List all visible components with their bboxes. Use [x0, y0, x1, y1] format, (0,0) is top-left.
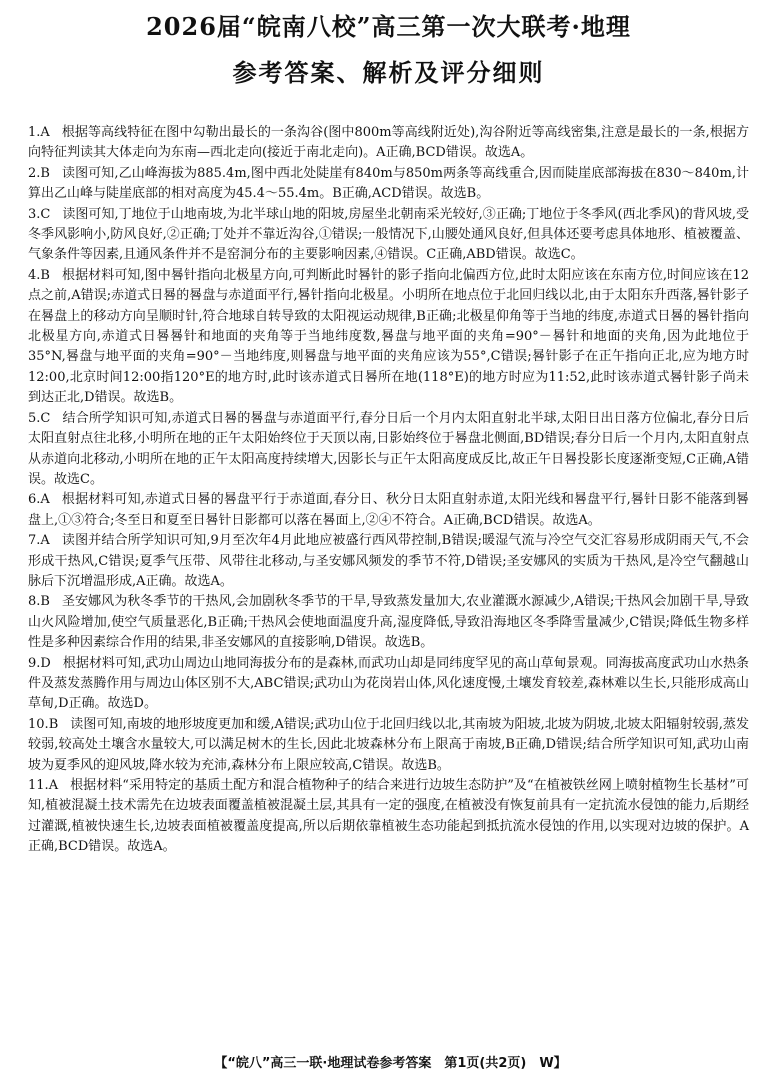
- page-footer: 【“皖八”高三一联·地理试卷参考答案 第1页(共2页) W】: [214, 1056, 567, 1071]
- item-explanation: 读图可知,丁地位于山地南坡,为北半球山地的阳坡,房屋坐北朝南采光较好,③正确;丁地位于冬季风(西北季风)的背风坡,受冬季风影响小,防风良好,②正确;丁处并不靠近沟谷,①错误;一般情况下,山腰处通风良好,但具体还要考虑具体地形、植被覆盖、气象条件等因素,且通风条件并不是窑洞分布的主要影响因素,④错误。C正确,ABD错误。故选C。: [28, 206, 749, 263]
- answer-item-9: [28, 654, 749, 715]
- item-answer: C: [40, 410, 51, 426]
- answer-item-2: [28, 164, 749, 205]
- item-number: 2.: [28, 165, 41, 181]
- item-answer: A: [40, 533, 50, 549]
- item-answer: B: [40, 594, 50, 610]
- item-number: 8.: [28, 594, 41, 610]
- answer-item-11: [28, 776, 749, 858]
- item-answer: C: [40, 206, 51, 222]
- item-answer: B: [40, 165, 50, 181]
- item-number: 5.: [28, 410, 41, 426]
- answer-item-5: [28, 409, 749, 491]
- item-answer: A: [40, 125, 50, 140]
- item-number: 4.: [28, 267, 41, 283]
- item-explanation: 读图可知,南坡的地形坡度更加和缓,A错误;武功山位于北回归线以北,其南坡为阳坡,北坡为阴坡,北坡太阳辐射较弱,蒸发较弱,较高处土壤含水量较大,可以满足树木的生长,因此北坡森林分布上限高于南坡,B正确,D错误;结合所学知识可知,武功山南坡为夏季风的迎风坡,降水较为充沛,森林分布上限应较高,C错误。故选B。: [28, 716, 749, 773]
- item-number: 7.: [28, 533, 41, 549]
- item-answer: A: [40, 492, 50, 508]
- answer-item-10: [28, 715, 749, 776]
- item-number: 11.: [28, 778, 49, 793]
- item-explanation: 根据材料可知,图中晷针指向北极星方向,可判断此时晷针的影子指向北偏西方位,此时太阳应该在东南方位,时间应该在12点之前,A错误;赤道式日晷的晷盘与赤道面平行,晷针指向北极星。小明所在地点位于北回归线以北,由于太阳东升西落,晷针影子在晷盘上的移动方向呈顺时针,符合地球自转导致的太阳视运动规律,B正确;北极星仰角等于当地的纬度,赤道式日晷的晷针指向北极星方向,赤道式日晷晷针和地面的夹角等于当地纬度数,晷盘与地平面的夹角=90°－晷针和地面的夹角,因为此地位于35°N,晷盘与地平面的夹角=90°－当地纬度,则晷盘与地平面的夹角应该为55°,C错误;晷针影子在正午指向正北,应为地方时12:00,北京时间12:00指120°E的地方时,此时该赤道式日晷所在地(118°E)的地方时应为11:52,此时该赤道式晷针影子尚未到达正北,D错误。故选B。: [28, 267, 749, 406]
- document-subtitle: 参考答案、解析及评分细则: [232, 58, 545, 87]
- answer-item-8: [28, 592, 749, 653]
- item-number: 6.: [28, 492, 41, 508]
- item-explanation: 根据材料“采用特定的基质土配方和混合植物种子的结合来进行边坡生态防护”及“在植被铁丝网上喷射植物生长基材”可知,植被混凝土技术需先在边坡表面覆盖植被混凝土层,其具有一定的强度,在植被没有恢复前具有一定抗流水侵蚀的能力,后期经过灌溉,植被快速生长,边坡表面植被覆盖度提高,所以后期依靠植被生态功能起到抵抗流水侵蚀的作用,以实现对边坡的保护。A正确,BCD错误。故选A。: [28, 778, 749, 855]
- answer-item-3: [28, 205, 749, 266]
- item-explanation: 结合所学知识可知,赤道式日晷的晷盘与赤道面平行,春分日后一个月内太阳直射北半球,太阳日出日落方位偏北,春分日后太阳直射点往北移,小明所在地的正午太阳始终位于天顶以南,日影始终位于晷盘北侧面,BD错误;春分日后一个月内,太阳直射点从赤道向北移动,小明所在地的正午太阳高度持续增大,因影长与正午太阳高度成反比,故正午日晷投影长度逐渐变短,C正确,A错误。故选C。: [28, 410, 749, 487]
- document-title: 2026届“皖南八校”高三第一次大联考·地理: [146, 12, 631, 41]
- item-explanation: 根据等高线特征在图中勾勒出最长的一条沟谷(图中800m等高线附近处),沟谷附近等高线密集,注意是最长的一条,根据方向特征判读其大体走向为东南—西北走向(接近于南北走向)。A正确,BCD错误。故选A。: [28, 125, 749, 161]
- item-answer: B: [40, 267, 50, 283]
- item-explanation: 读图并结合所学知识可知,9月至次年4月此地应被盛行西风带控制,B错误;暖湿气流与冷空气交汇容易形成阴雨天气,不会形成干热风,C错误;夏季气压带、风带往北移动,与圣安娜风频发的季节不符,D错误;圣安娜风的实质为干热风,是冷空气翻越山脉后下沉增温形成,A正确。故选A。: [28, 533, 749, 589]
- answer-item-7: [28, 531, 749, 592]
- item-number: 3.: [28, 206, 41, 222]
- item-explanation: 根据材料可知,赤道式日晷的晷盘平行于赤道面,春分日、秋分日太阳直射赤道,太阳光线和晷盘平行,晷针日影不能落到晷盘上,①③符合;冬至日和夏至日晷针日影都可以落在晷面上,②④不符合。A正确,BCD错误。故选A。: [28, 492, 749, 528]
- answer-item-1: [28, 123, 749, 164]
- item-number: 1.: [28, 125, 41, 140]
- item-number: 10.: [28, 716, 49, 732]
- answer-list: [28, 123, 749, 858]
- item-explanation: 圣安娜风为秋冬季节的干热风,会加剧秋冬季节的干旱,导致蒸发量加大,农业灌溉水源减少,A错误;干热风会加剧干旱,导致山火风险增加,使空气质量恶化,B正确;干热风会使地面温度升高,湿度降低,导致沿海地区冬季降雪量减少,C错误;降低生物多样性是多种因素综合作用的结果,非圣安娜风的直接影响,D错误。故选B。: [28, 594, 749, 651]
- item-number: 9.: [28, 655, 41, 671]
- item-explanation: 读图可知,乙山峰海拔为885.4m,图中西北处陡崖有840m与850m两条等高线重合,因而陡崖底部海拔在830～840m,计算出乙山峰与陡崖底部的相对高度为45.4～55.4m。B正确,ACD错误。故选B。: [28, 165, 749, 202]
- item-answer: D: [40, 655, 51, 671]
- answer-item-4: [28, 266, 749, 409]
- answer-item-6: [28, 490, 749, 531]
- item-answer: B: [48, 716, 59, 732]
- item-answer: A: [48, 778, 59, 793]
- item-explanation: 根据材料可知,武功山周边山地同海拔分布的是森林,而武功山却是同纬度罕见的高山草甸景观。同海拔高度武功山水热条件及蒸发蒸腾作用与周边山体区别不大,ABC错误;武功山为花岗岩山体,风化速度慢,土壤发育较差,森林难以生长,只能形成高山草甸,D正确。故选D。: [28, 655, 749, 712]
